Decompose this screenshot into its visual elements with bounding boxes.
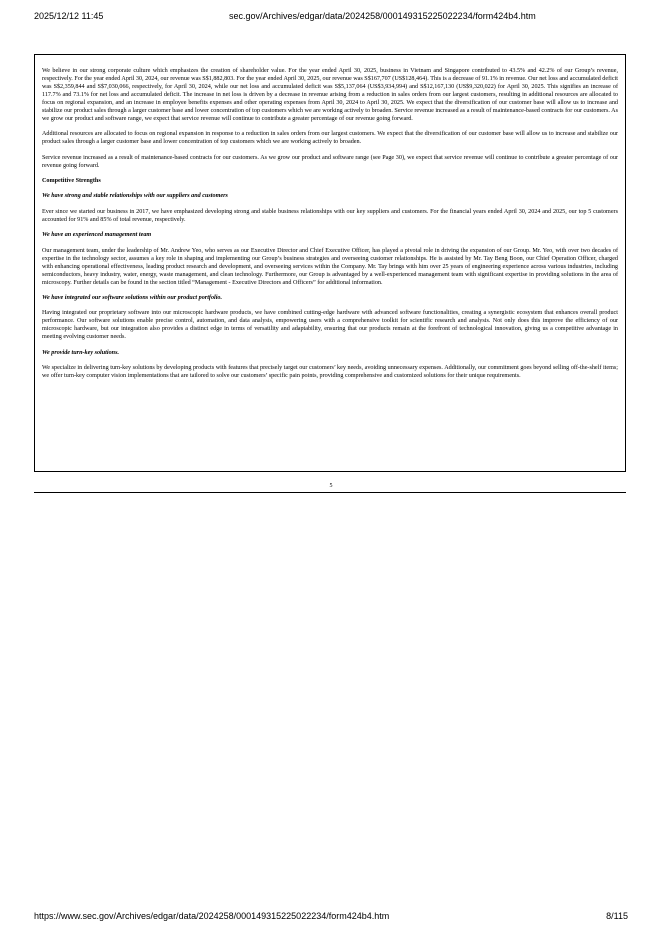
- document-page-number: 5: [329, 483, 333, 489]
- subheading-turn-key: We provide turn-key solutions.: [42, 349, 119, 356]
- paragraph-turn-key: We specialize in delivering turn-key solutions by developing products with features that precisely target our customers’ key needs, avoiding unnecessary expenses. Additionally, our commitment goes beyond selling off-the-shelf items; we offer turn-key computer vision implementations that are tailored to solve our customers’ specific pain points, providing comprehensive and customized solutions for their unique requirements.: [42, 365, 618, 380]
- document-frame: [34, 54, 626, 472]
- paragraph-service-revenue: Service revenue increased as a result of maintenance-based contracts for our customers. As we grow our product and software range (see Page 30), we expect that service revenue will continue to contribute a greater percentage of our revenue going forward.: [42, 154, 618, 169]
- paragraph-software-integration: Having integrated our proprietary software into our microscopic hardware products, we have combined cutting-edge hardware with advanced software functionalities, creating a synergistic ecosystem that enhances overall product performance. Our software solutions enable precise control, automation, and data analysis, empowering users with a comprehensive toolkit for scientific research and analysis. Not only does this improve the efficiency of our microscopic hardware, but our integration also provides a distinct edge in terms of versatility and adaptability, ensuring that our products remain at the forefront of technological innovation, giving us a competitive advantage in meeting evolving customer needs.: [42, 310, 618, 341]
- paragraph-management-team: Our management team, under the leadership of Mr. Andrew Yeo, who serves as our Executive Director and Chief Executive Officer, has played a pivotal role in driving the expansion of our Group. Mr. Yeo, with over two decades of expertise in the technology sector, assumes a key role in shaping and implementing our Group’s business strategies and overseeing customer relationships. He is assisted by Mr. Tay Beng Boon, our Chief Operation Officer, charged with enhancing operational effectiveness, leading product research and development, and overseeing services within the Company. Mr. Tay brings with him over 25 years of engineering experience across various industries, including semiconductors, heavy industry, water, energy, waste management, and clean technology. Furthermore, our Group is advantaged by a well-experienced management team with significant expertise in providing solutions in the area of microscopy. Further details can be found in the section titled “Management - Executive Directors and Officers” for additional information.: [42, 247, 618, 286]
- subheading-management-team: We have an experienced management team: [42, 232, 152, 239]
- paragraph-corporate-culture: We believe in our strong corporate culture which emphasizes the creation of shareholder value. For the year ended April 30, 2025, business in Vietnam and Singapore contributed to 43.5% and 42.2% of our Group’s revenue, respectively. For the year ended April 30, 2024, our revenue was S$1,882,803. For the year ended April 30, 2025, our revenue was S$167,707 (US$128,464). This is a decrease of 91.1% in revenue. Our net loss and accumulated deficit was S$2,359,844 and S$7,030,066, respectively, for April 30, 2024, while our net loss and accumulated deficit was S$5,137,064 (US$3,934,994) and S$12,167,130 (US$9,320,022) for April 30, 2025. This signifies an increase of 117.7% and 73.1% for net loss and accumulated deficit. The increase in net loss is driven by a decrease in revenue arising from a reduction in sales orders from our largest customers, resulting in additional resources are allocated to focus on regional expansion, and an increase in employee benefits expenses and other operating expenses from April 30, 2024 to April 30, 2025. We expect that the diversification of our customer base will allow us to increase and stabilize our product sales through a larger customer base and lower concentration of top customers which we are working actively to broaden. Service revenue increased as a result of maintenance-based contracts for our customers. As we grow our product and software range, we expect that service revenue will continue to contribute a greater percentage of our revenue going forward.: [42, 68, 618, 122]
- page-divider: [34, 492, 626, 493]
- subheading-relationships: We have strong and stable relationships with our suppliers and customers: [42, 193, 228, 200]
- document-body: [42, 68, 618, 389]
- print-datetime: 2025/12/12 11:45: [34, 11, 104, 21]
- paragraph-relationships: Ever since we started our business in 2017, we have emphasized developing strong and stable business relationships with our key suppliers and customers. For the financial years ended April 30, 2024 and 2025, our top 5 customers accounted for 91% and 85% of total revenue, respectively.: [42, 208, 618, 223]
- print-header: [34, 11, 628, 25]
- print-header-url: sec.gov/Archives/edgar/data/2024258/000149315225022234/form424b4.htm: [229, 11, 536, 21]
- print-page-count: 8/115: [606, 911, 628, 921]
- print-footer-url: https://www.sec.gov/Archives/edgar/data/2024258/000149315225022234/form424b4.htm: [34, 911, 390, 921]
- print-footer: [34, 911, 628, 925]
- subheading-software-integration: We have integrated our software solutions within our product portfolio.: [42, 295, 223, 302]
- paragraph-regional-expansion: Additional resources are allocated to focus on regional expansion in response to a reduction in sales orders from our largest customers. We expect that the diversification of our customer base will allow us to increase and stabilize our product sales through a larger customer base and lower concentration of top customers which we are working actively to broaden.: [42, 131, 618, 146]
- heading-competitive-strengths: Competitive Strengths: [42, 177, 101, 184]
